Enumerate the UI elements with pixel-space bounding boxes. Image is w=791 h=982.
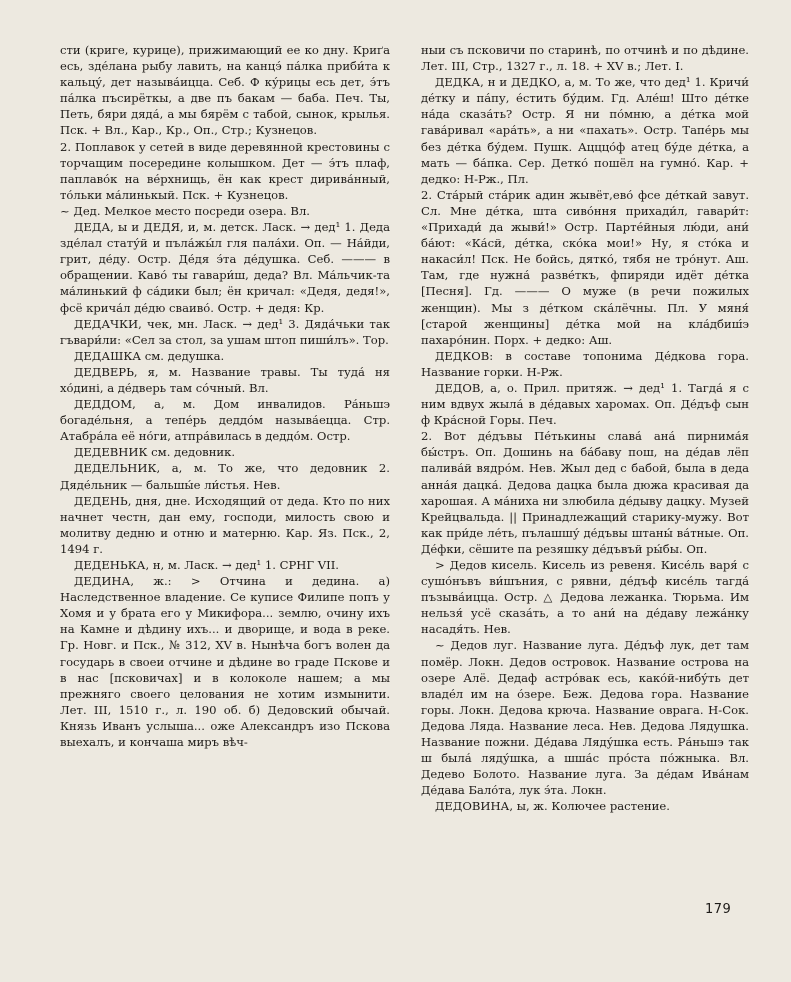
dictionary-entry: ДЕДВЕРЬ, я, м. Название травы. Ты туда́ ня хо́дині, а де́дверь там со́чный. Вл. [60,364,390,395]
entry-continuation: 2. Вот де́дъвы Пе́тькины слава́ ана́ пирнима́я бы́стръ. Оп. Дошинь на ба́баву пош, на де́дав лёп палива́й вядро́м. Нев. Жыл дед с бабой, была в деда анна́я дацка́. Дедова дацка была дюжа красивая да харошая. А ма́ниха ни злюбила де́дыву дацку. Музей Крейцвальда. || Принадлежащий старику-мужу. Вот как при́де ле́ть, пълашшу́ де́дъвы штаны́ ва́тные. Оп. Де́фки, сёшите па резяшку де́дъвъй ры́бы. Оп. [421,429,749,556]
page-number: 179 [705,902,732,917]
dictionary-entry: ДЕДДОМ, а, м. Дом инвалидов. Ра́ньшэ богаде́льня, а тепе́рь деддо́м называ́ецца. Стр. Атабра́ла её но́ги, атпра́вилась в деддо́м. Остр. [60,397,390,444]
dictionary-entry: > Дедов кисель. Кисель из ревеня. Кисе́ль варя́ с сушо́нъвъ ви́шъния, с рявни, де́дъф кисе́ль тагда́ пъзыва́ицца. Остр. △ Дедова лежанка. Тюрьма. Им нельзя́ усё сказа́ть, а то ани́ на де́даву лежа́нку насадя́ть. Нев. [421,558,749,637]
dictionary-entry: ДЕДА, ы и ДЕДЯ, и, м. детск. Ласк. → дед¹ 1. Деда зде́лал стату́й и пъла́жы́л гля пала́хи. Оп. — На́йди, грит, де́ду. Остр. Де́дя э́та де́душка. Себ. ——— в обращении. Каво́ ты гавари́ш, деда? Вл. Ма́льчик-та ма́линький ф са́дики был; ён кричал: «Дедя, дедя!», фсё крича́л де́дю сваиво́. Остр. + дедя: Кр. [60,220,390,315]
dictionary-entry: ДЕДАЧКИ, чек, мн. Ласк. → дед¹ 3. Дяда́чьки так гъвари́ли: «Сел за стол, за ушам штоп пиши́лъ». Тор. [60,316,390,347]
entry-continuation: 2. Поплавок у сетей в виде деревянной крестовины с торчащим посередине колышком. Дет — э́тъ плаф, паплаво́к на ве́рхнищь, ён как крест дирива́нный, то́льки ма́линькый. Пск. + Кузнецов. [60,139,390,202]
dictionary-entry: ДЕДЕВНИК см. дедовник. [74,445,236,460]
dictionary-entry: ДЕДЕНЬКА, н, м. Ласк. → дед¹ 1. СРНГ VII. [74,558,339,572]
entry-continuation: 2. Ста́рый ста́рик адин жывёт,ево́ фсе де́ткай завут. Сл. Мне де́тка, шта сиво́ння прихади́л, гавари́т: «Прихади́ да жыви́!» Остр. Парте́йныя лю́ди, ани́ ба́ют: «Ка́сй, де́тка, ско́ка мои!» Ну, я сто́ка и накаси́л! Пск. Не бойсь, дятко́, тябя не тро́нут. Аш. Там, где нужна́ разве́ткъ, фпиряди идёт де́тка [Песня]. Гд. ——— О муже (в речи пожилых женщин). Мы з де́тком ска́лёчны. Пл. У мяня́ [старой женщины] де́тка мой на кла́дбиш́э пахаро́нин. Порх. + дедко: Аш. [421,187,749,347]
dictionary-entry: ДЕДЕНЬ, дня, дне. Исходящий от деда. Кто по них начнет честн, дан ему, господи, милость свою и молитву дедню и отню и матерню. Кар. Яз. Пск., 2, 1494 г. [60,493,390,556]
dictionary-entry: ДЕДАШКА см. дедушка. [74,348,225,363]
dictionary-entry: ДЕДКА, н и ДЕДКО, а, м. То же, что дед¹ 1. Кричи́ де́тку и па́пу, е́стить бу́дим. Гд. Але́ш! Што де́тке на́да сказа́ть? Остр. Я ни по́мню, а де́тка мой гава́ривал «ара́ть», а ни «пахать». Остр. Тапе́рь мы без де́тка бу́дем. Пушк. Ацццо́ф атец бу́де де́тка, а мать — ба́пка. Сер. Детко́ пошёл на гумно́. Кар. + дедко: Н-Рж., Пл. [421,75,749,186]
entry-continuation: ~ Дед. Мелкое место посреди озера. Вл. [60,203,310,218]
dictionary-entry: ДЕДЕЛЬНИК, а, м. То же, что дедовник 2. Дяде́льник — бальшы́е ли́стья. Нев. [60,461,390,492]
dictionary-entry: ДЕДКОВ: в составе топонима Де́дкова гора. Название горки. Н-Рж. [421,348,749,379]
entry-continuation: ныи съ псковичи по старинѣ, по отчинѣ и по дѣдине. Лет. III, Стр., 1327 г., л. 18. + XV в.; Лет. I. [421,43,749,74]
dictionary-entry: ДЕДОВ, а, о. Прил. притяж. → дед¹ 1. Тагда́ я с ним вдвух жыла́ в де́давых харомах. Оп. Де́дъф сын ф Кра́сной Горы. Печ. [421,380,749,428]
entry-continuation: сти (криге, курице), прижимающий ее ко дну. Криґа есь, зде́лана рыбу лавить, на канцэ́ па́лка приби́та к кальцу́, дет называ́ицца. Себ. Ф ку́рицы есь дет, э́тъ па́лка пъсирёткы, а две пъ бакам — баба. Печ. Ты, Петь, бяри дяда́, а мы бярём с табой, сынок, крылья. Пск. + Вл., Кар., Кр., Оп., Стр.; Кузнецов. [60,43,390,138]
left-column [60,42,390,750]
right-column [421,42,749,815]
dictionary-entry: ДЕДИНА, ж.: > Отчина и дедина. а) Наследственное владение. Се куписе Филипе попъ у Хомя и у брата его у Микифора... землю, очину ихъ на Камне и дѣдину ихъ... и дворище, и вода в реке. Гр. Новг. и Пск., № 312, XV в. Нынѣча богъ волен да государь в своеи отчине и дѣдине во граде Пскове и в нас [псковичах] и в колоколе нашем; а мы прежняго своего целования не хотим измынити. Лет. III, 1510 г., л. 190 об. б) Дедовский обычай. Князь Иванъ услыша... оже Александръ изо Пскова выехалъ, и кончаша миръ вѣч- [60,574,390,750]
dictionary-entry: ~ Дедов луг. Название луга. Де́дъф лук, дет там помёр. Локн. Дедов островок. Название острова на озере Алё. Дедаф астро́вак есь, како́й-нибу́ть дет владе́л им на о́зере. Беж. Дедова гора. Название горы. Локн. Дедова крюча. Название оврага. Н-Сок. Дедова Ляда. Название леса. Нев. Дедова Лядушка. Название пожни. Де́дава Ляду́шка есть. Ра́ньшэ так ш была́ ляду́шка, а шша́с про́ста по́жныка. Вл. Дедево Болото. Название луга. За де́дам Ива́нам Де́дава Бало́та, лук э́та. Локн. [421,638,749,798]
dictionary-entry: ДЕДОВИНА, ы, ж. Колючее растение. [435,799,670,814]
